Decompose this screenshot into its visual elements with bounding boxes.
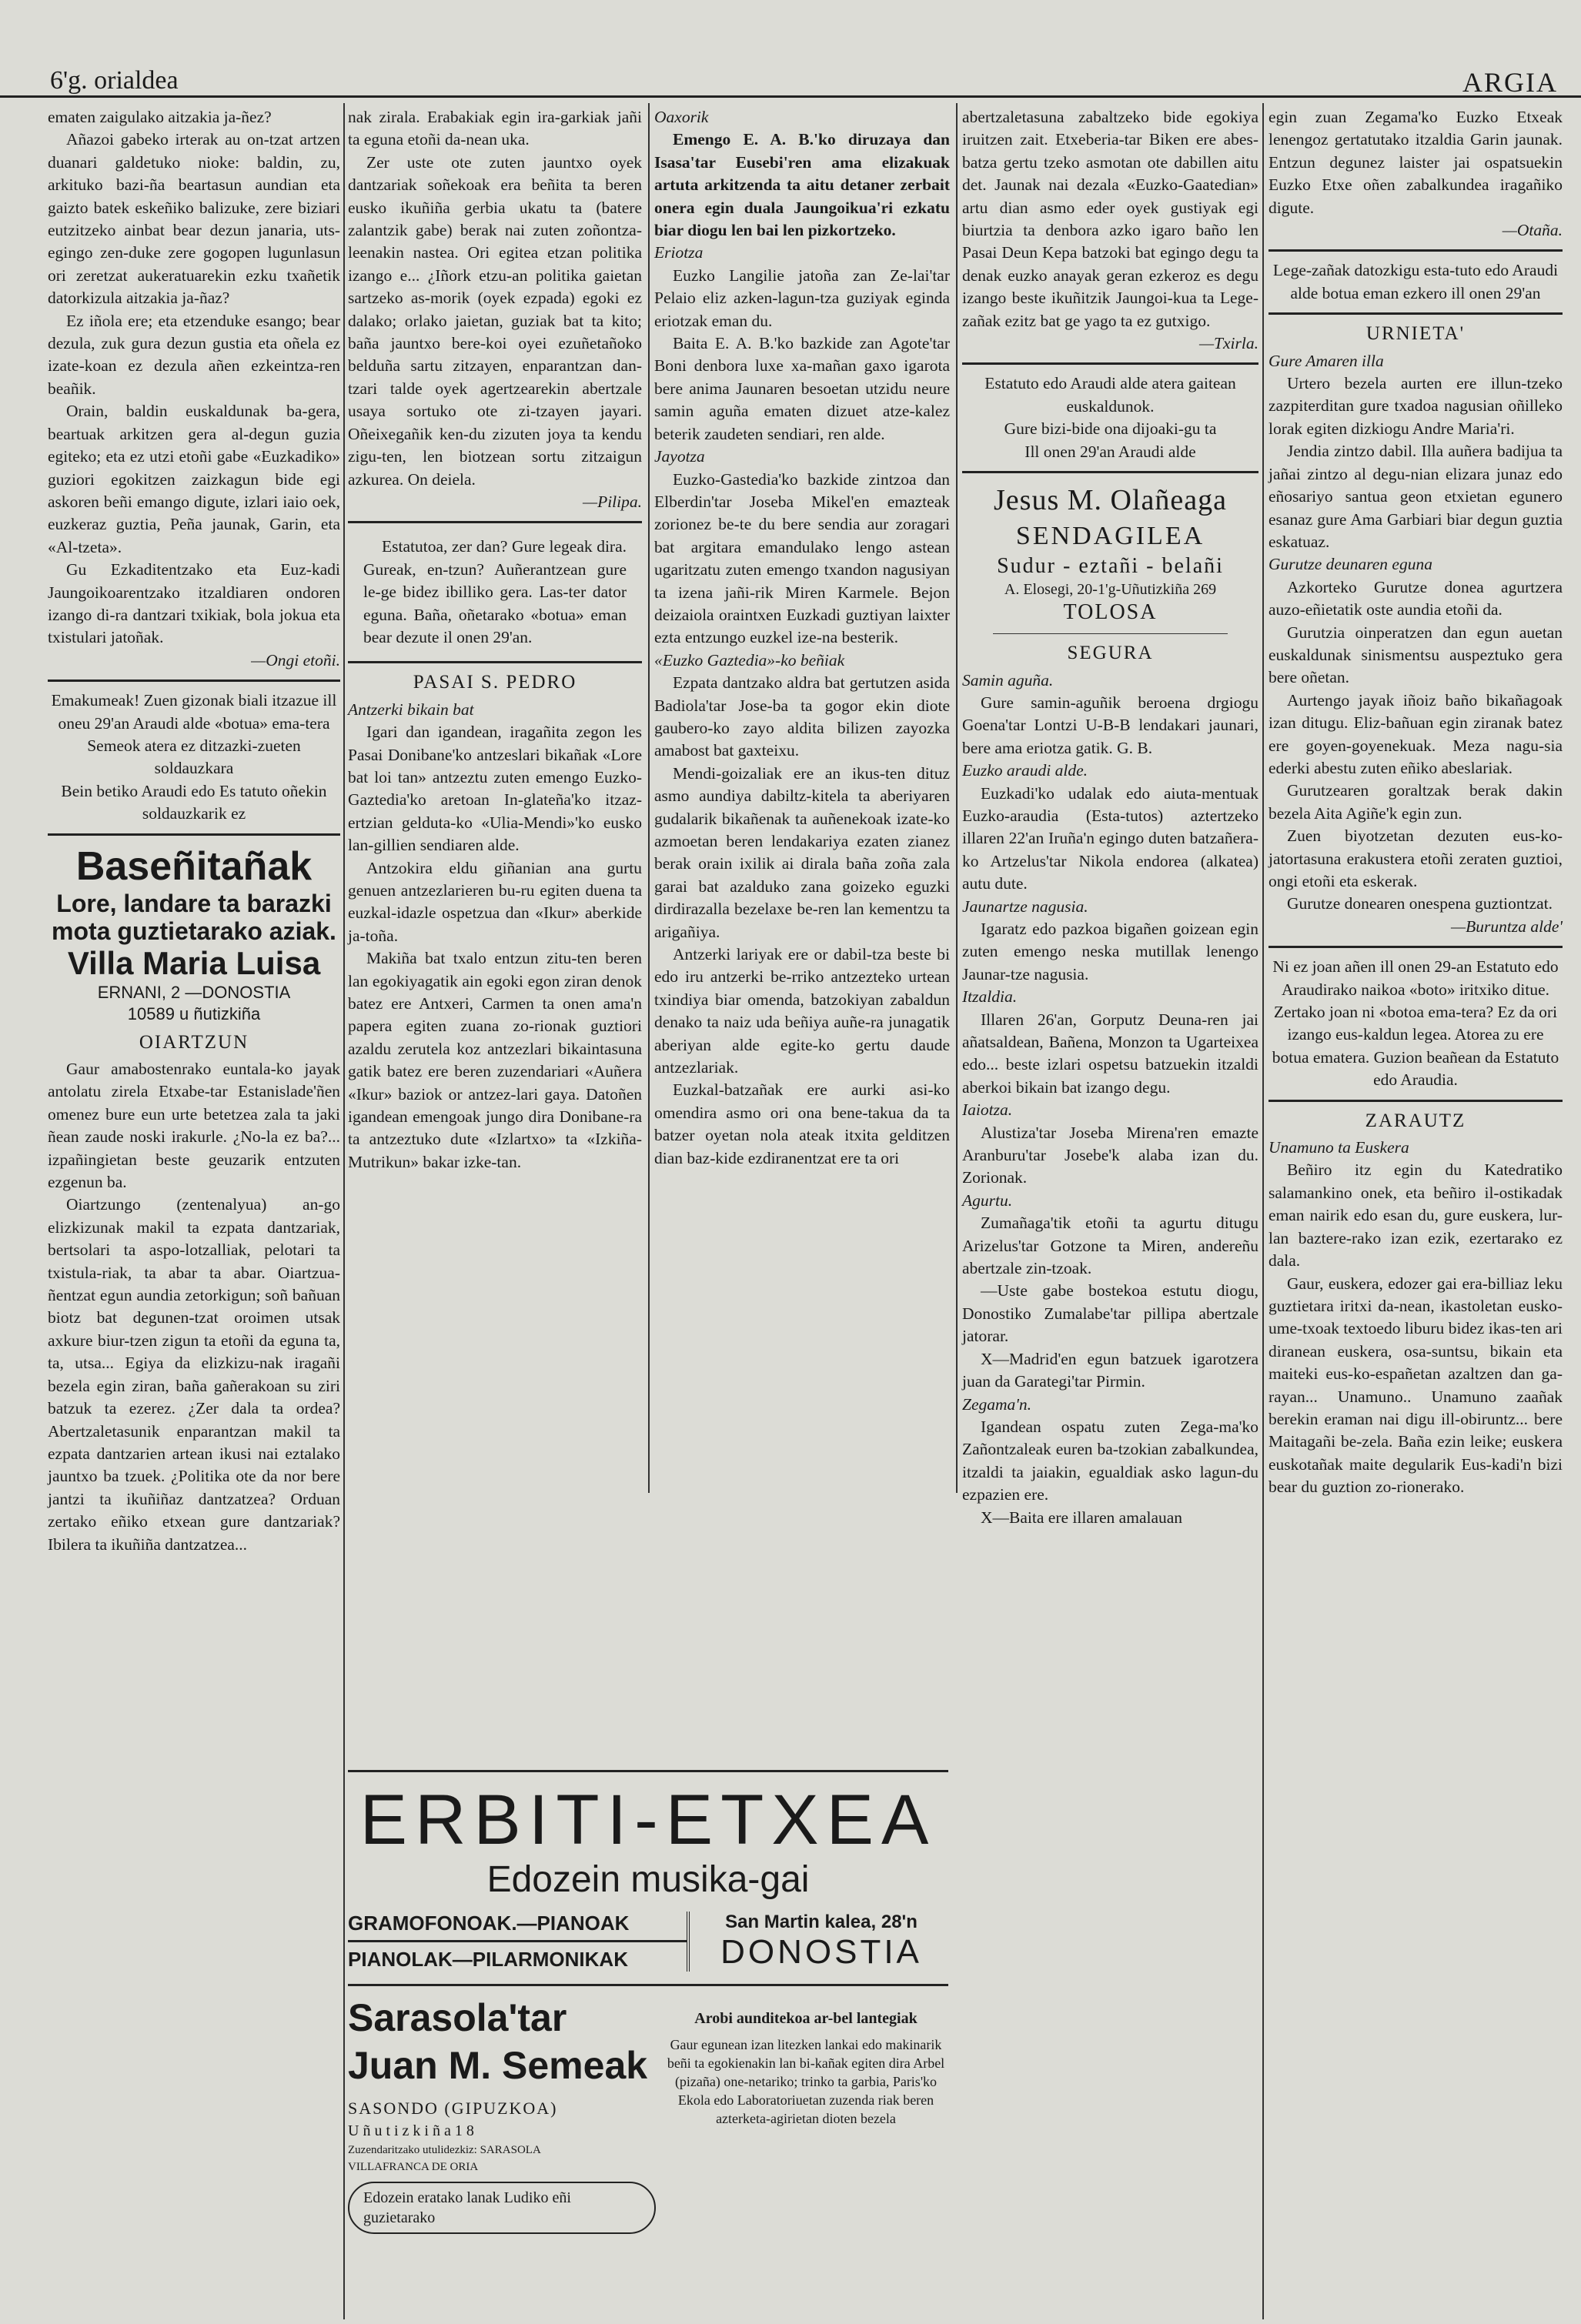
sarasola-name: Sarasola'tar Juan M. Semeak [348, 1996, 648, 2087]
rule [348, 1770, 948, 1772]
advert-title: ERBITI-ETXEA [359, 1781, 937, 1859]
sarasola-box: Edozein eratako lanak Ludiko eñi guzietarako [348, 2182, 656, 2234]
article-paragraph: Urtero bezela aurten ere illun-tzeko zazpiterditan gure txadoa nagusian oñilleko lorak egiten dizkiogu Andre Maria'ri. [1268, 374, 1563, 438]
section-title: URNIETA' [1365, 323, 1466, 345]
article-paragraph: Mendi-goizaliak ere an ikus-ten dituz asmo aundiya dabiltz-kitela ta aberiyaren gudalarik bikañenak ta auñenekoak izate-ko azmoetan beren lendakariya ezaten zianez berak orain ixilik ai dirala baña zoña zala garai bat azalduko zana goizeko eguzki dirdirazalla bezelaxe be-ren lan kementzu ta arigañiya. [654, 763, 950, 941]
article-paragraph: Beñiro itz egin du Katedratiko salamankino onek, eta beñiro il-ostikadak eman nairik edo esan du, gure euskera, lur-lan baztere-rako izan ezik, ezertarako ez dala. [1268, 1160, 1563, 1271]
article-paragraph: Igandean ospatu zuten Zega-ma'ko Zañontzaleak euren ba-tzokian zabalkundea, itzaldi ta jaiakin, egualdiak asko lagun-du ezpazien ere. [962, 1417, 1258, 1504]
article-paragraph: Zumañaga'tik etoñi ta agurtu ditugu Arizelus'tar Gotzone ta Miren, andereñu abertzale zin-tzoak. [962, 1214, 1258, 1278]
column-4 [962, 106, 1258, 1529]
advert-details [348, 1906, 948, 1976]
article-paragraph: Euzkal-batzañak ere aurki asi-ko omendira asmo ori ona bene-takua da ta batzer oyetan nola ateak itxita gelditzen dian baz-kide ezdiranentzat ere ta ori [654, 1080, 950, 1167]
advert-location [687, 1912, 948, 1972]
column-divider [956, 103, 958, 1493]
article-paragraph: Antzokira eldu giñanian ana gurtu genuen antzezlarieren bu-ru egiten duena ta euzkal-idazle ospetzua dan «Ikur» aberkide ja-toña. [348, 858, 642, 945]
slate-advert-left [348, 1994, 656, 2234]
article-signature: —Buruntza alde' [1451, 917, 1563, 936]
advert-line: Lore, landare ta barazki [56, 889, 332, 917]
article-paragraph: Baita E. A. B.'ko bazkide zan Agote'tar Boni denbora luxe xa-mañan gaxo igarota bere anima Jaunaren besoetan utzidu neure samin aguña ematen dizuet atze-kalez beterik zaudeten sendiari, ren alde. [654, 334, 950, 443]
advert-name: Villa Maria Luisa [67, 944, 321, 981]
article-paragraph: Zer uste ote zuten jauntxo oyek dantzariak soñekoak era beñita ta beren eusko ikuñiña gerbia ukatu ta (batere zalantzik gabe) berak nai zuten zoñontza-leenakin nastea. Ori egitea etzan politika izango e... ¿Iñork etzu-an politika gaietan sartzeko as-morik (oyek ezpada) egoki ez dalako; orlako jaietan, guziak bat ta kito; baña jauntxo bere-koi oyei ezuñetañoko belduña sartu zitzayen, enparantzan dan-tzari talde oyek agertzearekin abertzale usaya sortuko ote zi-tzayen jayari. Oñeixegañik ken-du zizuten joya ta kendu zigu-ten, len biotzean sortu zitzaigun azkurea. On deiela. [348, 152, 642, 489]
article-paragraph: abertzaletasuna zabaltzeko bide egokiya iruitzen zait. Etxeberia-tar Biken ere abes-batza gertu tzeko asmotan ote dabillen aitu det. Jaunak nai dezala «Euzko-Gaatedian» artu dian asmo eder oyek gustiyak egi biurtzia ta denbora azko igaro baño len Pasai Deun Kepa batzoki bat egingo degu ta denak euzko anayak geran ezkeroz es degu izango beste ikuñitzik Jaungoi-kua ta Lege-zañak ezitz bat ge yago ta ez gutxigo. [962, 108, 1258, 330]
column-1 [48, 106, 340, 1556]
article-paragraph: Gure samin-aguñik beroena drgiogu Goena'tar Lontzi U-B-B lendakari jaunari, bere ama eriotza gatik. G. B. [962, 693, 1258, 757]
article-paragraph: Alustiza'tar Joseba Mirena'ren emazte Aranburu'tar Josebe'k alaba izan du. Zorionak. [962, 1123, 1258, 1187]
article-paragraph: Azkorteko Gurutze donea agurtzera auzo-eñietatik oste aundia etoñi da. [1268, 577, 1563, 619]
rule [348, 661, 642, 663]
product-line: GRAMOFONOAK.—PIANOAK [348, 1906, 687, 1942]
article-subtitle: Agurtu. [962, 1190, 1013, 1210]
notice-line: Estatuto edo Araudi alde atera gaitean euskaldunok. [984, 374, 1236, 416]
advert-address: ERNANI, 2 —DONOSTIA [97, 982, 291, 1002]
slate-heading: Arobi aunditekoa ar-bel lantegiak [694, 2010, 918, 2027]
section-title: OIARTZUN [139, 1031, 249, 1053]
column-divider [343, 103, 345, 2319]
rule [348, 521, 642, 523]
doctor-city: TOLOSA [1063, 600, 1158, 625]
article-paragraph: Gurutzia oinperatzen dan egun auetan euskaldunak sinismentsu auspeztuko gera bere oñetan. [1268, 623, 1563, 687]
slate-advert [348, 1994, 948, 2234]
doctor-name: Jesus M. Olañeaga [994, 484, 1227, 517]
rule [348, 1984, 948, 1986]
article-subtitle: Gure Amaren illa [1268, 351, 1384, 370]
article-subtitle: Unamuno ta Euskera [1268, 1138, 1409, 1157]
rule [962, 471, 1258, 473]
article-paragraph: egin zuan Zegama'ko Euzko Etxeak lenengoz gertatutako itzaldia Garin jaunak. Entzun degunez laister jai ospatsuekin Euzko Etxe oñen zabalkundea iragañiko digute. [1268, 108, 1563, 217]
section-title: ZARAUTZ [1365, 1110, 1466, 1131]
column-divider [648, 103, 650, 1493]
article-subtitle: Oaxorik [654, 108, 709, 126]
article-paragraph: Añazoi gabeko irterak au on-tzat artzen duanari galdetuko nioke: baldin, zu, arkituko bazi-ña beartasun aundian eta gaizto batek eskeñiko balizuke, zere biziari eutzitzeko ainbat bear dezun janaria, uts-egingo zen-duke zere gogopen lugunlasun ori zeretzat aukeratuarekin ezku txañetik datorkizula aitzakia ja-ñaz? [48, 130, 340, 308]
article-paragraph: Ezpata dantzako aldra bat gertutzen asida Badiola'tar Jose-ba ta gogor ekin diote gaubero-ko zayo aldita bilizen zayozka amabost bat gaxteixu. [654, 673, 950, 760]
slate-advert-right [656, 1994, 948, 2234]
article-signature: —Pilipa. [582, 492, 642, 511]
article-paragraph: Antzerki lariyak ere or dabil-tza beste bi edo iru antzerki be-rriko antzezteko urtean txindiya biar omenda, batzokiyan zabaldun denako ta naiz uda beñiya auñe-ra junagatik aberiyan alde egite-ko gertu daude antzezlariak. [654, 945, 950, 1077]
article-paragraph: Ez iñola ere; eta etzenduke esango; bear dezula, zuk gura dezun gustia eta oñela ez izate-koan ez dezula añen ezkeintza-ren beañik. [48, 311, 340, 398]
sarasola-town: VILLAFRANCA DE ORIA [348, 2161, 479, 2173]
rule [48, 833, 340, 836]
advert-line: mota guztietarako aziak. [52, 917, 336, 945]
article-paragraph: ematen zaigulako aitzakia ja-ñez? [48, 108, 272, 126]
rule [962, 362, 1258, 365]
doctor-specialty: Sudur - eztañi - belañi [997, 554, 1224, 579]
notice-line: Emakumeak! Zuen gizonak biali itzazue ill oneu 29'an Araudi alde «botua» ema-tera [51, 691, 337, 733]
article-paragraph: X—Baita ere illaren amalauan [981, 1508, 1183, 1527]
column-3 [654, 106, 950, 1170]
newspaper-name: ARGIA [1462, 67, 1558, 98]
rule [1268, 249, 1563, 252]
article-subtitle: Zegama'n. [962, 1394, 1031, 1414]
article-subtitle: «Euzko Gaztedia»-ko beñiak [654, 650, 845, 669]
article-paragraph: nak zirala. Erabakiak egin ira-garkiak jañi ta eguna etoñi da-nean uka. [348, 108, 642, 149]
section-title: SEGURA [1067, 643, 1154, 664]
sarasola-management: Zuzendaritzako utulidezkiz: SARASOLA [348, 2144, 541, 2156]
column-2 [348, 106, 642, 1174]
rule [48, 680, 340, 682]
rule [1268, 1100, 1563, 1102]
article-paragraph: Gu Ezkaditentzako eta Euz-kadi Jaungoikoarentzako itzaldiaren ondoren izango di-ra dantzari txikiak, bola jokua eta txistulari jatoñak. [48, 560, 340, 647]
article-paragraph: Aurtengo jayak iñoiz baño bikañagoak izan ditugu. Eliz-bañuan egin ziranak batez ere goyen-goyenekuak. Meza nagu-sia ederki abestu zuten eñiko abeslariak. [1268, 690, 1563, 777]
column-divider [1262, 103, 1264, 2319]
article-subtitle: Antzerki bikain bat [348, 700, 474, 719]
article-paragraph: Gurutzearen goraltzak berak dakin bezela Aita Agiñe'k egin zun. [1268, 781, 1563, 823]
article-paragraph: Oiartzungo (zentenalyua) an-go elizkizunak makil ta ezpata dantzariak, bertsolari ta aspo-lotzalliak, pelotari ta txistula-riak, ta abar ta abar. Oiartzua-ñentzat egun aundia zetorkigun; soñ bañuan biotz bat degunen-tzat oroimen utsak axkure biur-tzen zigun ta etoñi da eguna ta, ta, utsa... Egiya da elizkizu-nak iragañi bezela egin ziran, baña gañerakoan su ziri batzuk ta ezerez. ¿Zer dala ta ordea? Abertzaletasunik enparantzan makil ta ezpata dantzarien artean ikusi nai eztalako jauntxo ba tzuek. ¿Politika ote da nor bere jantzi ta ikuñiñaz dantzatzea? Orduan zertako eñiko etxean gure dantzariak? Ibilera ta ikuñiña dantzatzea... [48, 1195, 340, 1554]
doctor-title: SENDAGILEA [1015, 522, 1205, 551]
article-signature: —Txirla. [1198, 334, 1258, 353]
article-signature: —Ongi etoñi. [251, 650, 340, 669]
music-shop-advert [348, 1770, 948, 2309]
article-subtitle: Iaiotza. [962, 1100, 1013, 1120]
article-subtitle: Itzaldia. [962, 987, 1018, 1007]
article-paragraph: Igari dan igandean, iragañita zegon les Pasai Donibane'ko antzeslari bikañak «Lore bat loi tan» antzeztu zuten emengo Euzko-Gaztedia'ko aretoan In-glateña'ko itzaz-ertzian gelduta-ko «Ulia-Mendi»'ko eusko lan-gillien sendiaren alde. [348, 723, 642, 855]
page-header [0, 62, 1581, 98]
article-paragraph: Makiña bat txalo entzun zitu-ten beren lan egokiyagatik ain egoki egon ziran denok batez ere Antxeri, Carmen ta onen ama'n papera egiten zuana zo-rionak guztiori azaldu zerutela koz antzezlari bikaintasuna gatik batez ere beren zuzendariari «Auñera «Ikur» baziok or antzez-lari gaya. Datoñen igandean emengoak jungo dira Donibane-ra ta antzeztuko dute «Izlartxo» ta «Izkiña-Mutrikun» bakar izke-tan. [348, 949, 642, 1171]
article-subtitle: Euzko araudi alde. [962, 761, 1088, 780]
article-paragraph: —Uste gabe bostekoa estutu diogu, Donostiko Zumalabe'tar pillipa abertzale jatorar. [962, 1281, 1258, 1346]
article-paragraph: Illaren 26'an, Gorputz Deuna-ren jai añatsaldean, Bañena, Monzon ta Ugarteixea edo... beste izlari ospetsu batzuekin itzaldi aberkoi bikain bat izango degu. [962, 1010, 1258, 1097]
notice-text: Lege-zañak datozkigu esta-tuto edo Araudi alde botua eman ezkero ill onen 29'an [1272, 261, 1559, 302]
article-paragraph: Igaratz edo pazkoa bigañen goizean egin zuten emengo neska mutillak lenengo Jaunar-tze nagusia. [962, 919, 1258, 983]
page-number: 6'g. orialdea [50, 66, 179, 95]
article-signature: —Otaña. [1502, 221, 1563, 240]
city-name: DONOSTIA [720, 1932, 922, 1971]
rule [1268, 946, 1563, 948]
sarasola-location: SASONDO (GIPUZKOA) [348, 2099, 558, 2118]
advert-title: Baseñitañak [75, 843, 313, 889]
rule [993, 633, 1228, 634]
article-paragraph: Euzko-Gastedia'ko bazkide zintzoa dan Elberdin'tar Joseba Mikel'en emazteak zorionez be-te du bere sendia aur zoragari bat argitara emandulako lengo astean ugaritzatu zuten emengo txandon nagusiyan ta izena jañi-rik Miren Karmele. Bejon deizaiola oraintxen Euzkadi guztiyan laixter ezta entzungo euzkel ize-na besterik. [654, 469, 950, 647]
article-paragraph: Euzkadi'ko udalak edo aiuta-mentuak Euzko-araudia (Esta-tutos) aztertzeko illaren 22'an Iruña'n egingo duten batzañera-ko Artzelus'tar Nikola endorea (alkatea) autu dute. [962, 783, 1258, 893]
article-paragraph: X—Madrid'en egun batzuek igarotzera juan da Garategi'tar Pirmin. [962, 1349, 1258, 1391]
article-paragraph: Gaur, euskera, edozer gai era-billiaz leku guztietara iritxi da-nean, ikastoletan eusko-ume-txoak textoedo liburu bidez ikas-ten ari diranean euskera, osa-suntsu, bikain eta maiteki eus-ko-españetan azaltzen dan ga-rayan... Unamuno.. Unamuno zaañak berekin eraman nai digu ill-obiruntz... bere Maitagañi be-zela. Baña ezin leike; euskera euskotañak maite degularik Eus-kadi'n bizi bear du guztion zo-rionerako. [1268, 1274, 1563, 1497]
article-paragraph: Zuen biyotzetan dezuten eus-ko-jatortasuna erakustera etoñi zeraten guztioi, ongi etoñi eta eskerak. [1268, 826, 1563, 890]
article-paragraph: Euzko Langilie jatoña zan Ze-lai'tar Pelaio eliz azken-lagun-tza guziyak eginda eriotzak eman du. [654, 265, 950, 330]
rule [1268, 312, 1563, 315]
section-title: PASAI S. PEDRO [413, 672, 577, 693]
advert-products [348, 1906, 687, 1976]
notice-line: Semeok atera ez ditzazki-zueten soldauzkara [87, 736, 301, 778]
advert-phone: 10589 u ñutizkiña [127, 1003, 261, 1023]
advert-subtitle: Edozein musika-gai [486, 1859, 810, 1900]
notice-text: Ni ez joan añen ill onen 29-an Estatuto edo Araudirako naikoa «boto» iritxiko ditue. Zertako joan ni «botoa ema-tera? Ez da ori izango eus-kaldun legea. Atorea zu ere botua ematera. Guzion beañean da Estatuto edo Araudia. [1272, 957, 1559, 1090]
article-paragraph: Gaur amabostenrako euntala-ko jayak antolatu zirela Etxabe-tar Estanislade'ñen omenez bure eun urte betetzea zala ta jaki ñean zaude noski irakurle. ¿No-la ez ba?... izpañingietan beste geuzarik entzuten ezgenun ba. [48, 1060, 340, 1192]
notice-line: Gure bizi-bide ona dijoaki-gu ta [1004, 419, 1217, 439]
doctor-address: A. Elosegi, 20-1'g-Uñutizkiña 269 [1004, 581, 1217, 599]
article-subtitle: Samin aguña. [962, 670, 1054, 690]
article-paragraph: Emengo E. A. B.'ko diruzaya dan Isasa'tar Eusebi'ren ama elizakuak artuta arkitzenda ta aitu detaner zerbait onera egin duala Jaungoikua'ri ezkatu biar diogu len bai len pizkortzeko. [654, 130, 950, 240]
sarasola-phone: U ñ u t i z k i ñ a 1 8 [348, 2122, 474, 2139]
notice-line: Ill onen 29'an Araudi alde [1024, 442, 1196, 461]
street-address: San Martin kalea, 28'n [725, 1911, 918, 1932]
article-subtitle: Jaunartze nagusia. [962, 897, 1088, 916]
product-line: PIANOLAK—PILARMONIKAK [348, 1948, 628, 1971]
doctor-advert [962, 481, 1258, 626]
article-subtitle: Gurutze deunaren eguna [1268, 555, 1432, 574]
notice-line: Bein betiko Araudi edo Es tatuto oñekin soldauzkarik ez [61, 781, 327, 823]
article-paragraph: Orain, baldin euskaldunak ba-gera, beartuak arkitzen gera al-degun guzia egiteko; eta ez utzi etoñi gabe «Euzkadiko» guziori egokitzen zaizkagun bide egi askoren beñi emango digute, izlari iaio oek, euzkeraz guztia, Peña jaunak, Garin, eta «Al-tzeta». [48, 402, 340, 556]
statute-notice: Estatutoa, zer dan? Gure legeak dira. Gureak, en-tzun? Auñerantzean gure le-ge bidez ibilliko gera. Las-ter dator eguna. Baña, oñetarako «botua» eman bear dezute il onen 29'an. [363, 537, 627, 646]
article-paragraph: Jendia zintzo dabil. Illa auñera badijua ta jañai zintzo al degu-nian elizara junaz edo eñosariyo santua geon etxietan egunero esanaz gure Ama Garbiari biar degun guztia eskatuaz. [1268, 442, 1563, 551]
article-subtitle: Jayotza [654, 447, 705, 466]
column-5 [1268, 106, 1563, 1499]
seed-advert [48, 843, 340, 1025]
article-paragraph: Gurutze donearen onespena guztiontzat. [1287, 894, 1553, 913]
slate-text: Gaur egunean izan litezken lankai edo makinarik beñi ta egokienakin lan bi-kañak egiten dira Arbel (pizaña) one-netariko; trinko ta garbia, Paris'ko Ekola edo Laboratoriuetan zuzenda riak beren azterketa-agirietan dioten bezela [667, 2037, 945, 2126]
article-subtitle: Eriotza [654, 243, 704, 262]
